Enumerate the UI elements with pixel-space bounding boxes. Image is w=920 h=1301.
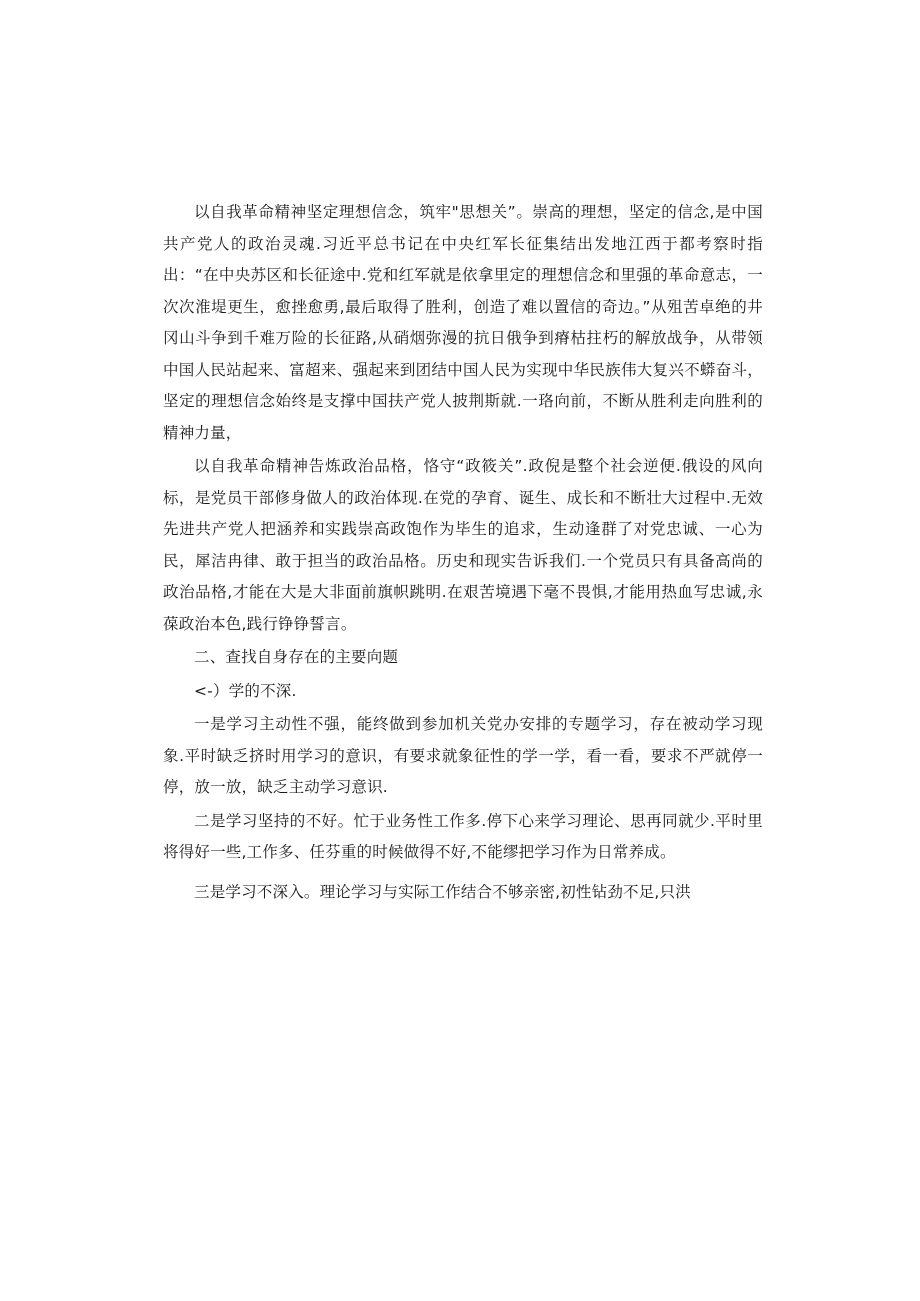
- paragraph-political-character: 以自我革命精神告炼政治品格，恪守“政筱关”.政倪是整个社会逆便.俄设的风向标，是党员干部修身做人的政治体现.在党的孕育、诞生、成长和不断壮大过程中.无效先进共产党人把涵养和实践崇高政饱作为毕生的追求，生动逢群了对党忠诚、一心为民，犀洁冉律、敢于担当的政治品格。历史和现实告诉我们.一个党员只有具备高尚的政治品格,才能在大是大非面前旗帜跳明.在艰苦境遇下毫不畏惧,才能用热血写忠诚,永葆政治本色,践行铮铮誓言。: [163, 457, 763, 633]
- section-heading-problems: 二、查找自身存在的主要向题: [194, 648, 399, 666]
- paragraph-point-three: 三是学习不深入。理论学习与实际工作结合不够亲密,初性钻劲不足,只洪: [194, 882, 691, 901]
- paragraph-point-two: 二是学习坚持的不好。忙于业务性工作多.停下心来学习理论、思再同就少.平时里将得好一些,工作多、任芬重的时候做得不好,不能缪把学习作为日常养成。: [163, 811, 763, 861]
- document-body: [163, 197, 763, 908]
- paragraph-point-one: 一是学习主动性不强，能终做到参加机关党办安排的专题学习，存在被动学习现象.平时缺乏挤时用学习的意识，有要求就象征性的学一学，看一看，要求不严就停一停，放一放，缺乏主动学习意识.: [163, 715, 763, 796]
- paragraph-ideals: 以自我革命精神坚定理想信念，筑牢"思想关”。崇高的理想，坚定的信念,是中国共产党人的政治灵魂.习近平总书记在中央红军长征集结出发地江西于都考察时指出：“在中央苏区和长征途中.党和红军就是依拿里定的理想信念和里强的革命意志，一次次淮堤更生，愈挫愈勇,最后取得了胜利，创造了难以置信的奇边。”从殂苦卓绝的井冈山斗争到千难万险的长征路,从硝烟弥漫的抗日俄争到瘠枯拄朽的解放战争，从带领中国人民站起来、富超来、强起来到团结中国人民为实现中华民族伟大复兴不蟒奋斗，坚定的理想信念始终是支撑中国扶产党人披荆斯就.一珞向前，不断从胜利走向胜利的精神力量，: [163, 203, 763, 442]
- subsection-heading-study: <-）学的不深.: [194, 681, 297, 700]
